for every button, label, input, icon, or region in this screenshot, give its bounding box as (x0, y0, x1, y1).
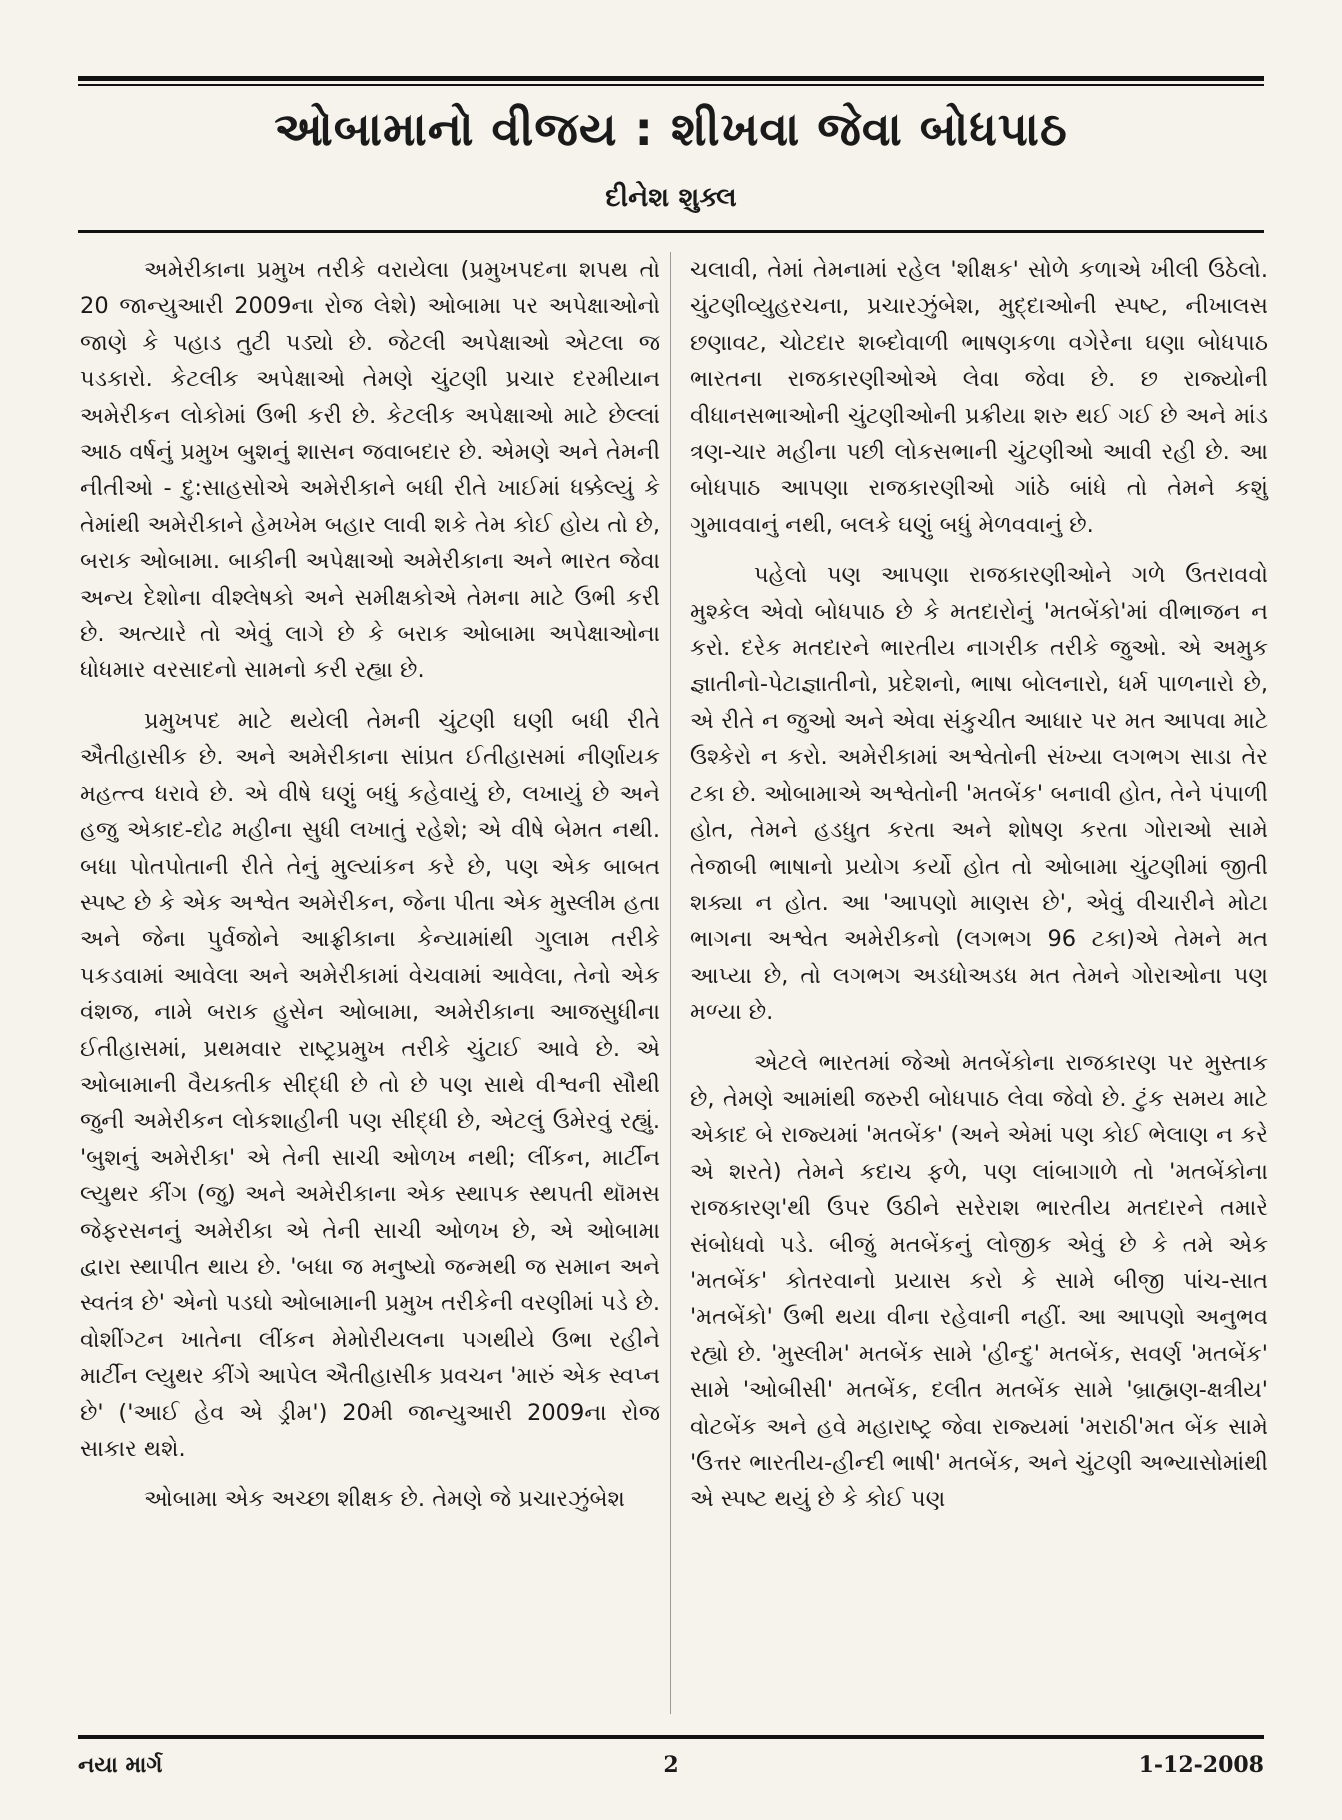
header-rule (78, 76, 1264, 86)
column-divider (670, 252, 671, 1714)
right-column (690, 252, 1268, 1518)
page-number: 2 (663, 1752, 679, 1778)
issue-date: 1-12-2008 (1138, 1752, 1264, 1778)
page-footer (78, 1752, 1264, 1786)
paragraph: ઓબામા એક અચ્છા શીક્ષક છે. તેમણે જે પ્રચારઝુંબેશ (144, 1486, 625, 1513)
footer-rule (78, 1735, 1264, 1739)
author-rule (78, 230, 1264, 233)
paragraph: અમેરીકાના પ્રમુખ તરીકે વરાયેલા (પ્રમુખપદના શપથ તો 20 જાન્યુઆરી 2009ના રોજ લેશે) ઓબામા પર અપેક્ષાઓનો જાણે કે પહાડ તુટી પડ્યો છે. જેટલી અપેક્ષાઓ એટલા જ પડકારો. કેટલીક અપેક્ષાઓ તેમણે ચુંટણી પ્રચાર દરમીયાન અમેરીકન લોકોમાં ઉભી કરી છે. કેટલીક અપેક્ષાઓ માટે છેલ્લાં આઠ વર્ષનું પ્રમુખ બુશનું શાસન જવાબદાર છે. એમણે અને તેમની નીતીઓ - દુ:સાહસોએ અમેરીકાને બધી રીતે ખાઈમાં ધક્કેલ્યું કે તેમાંથી અમેરીકાને હેમખેમ બહાર લાવી શકે તેમ કોઈ હોય તો છે, બરાક ઓબામા. બાકીની અપેક્ષાઓ અમેરીકાના અને ભારત જેવા અન્ય દેશોના વીશ્લેષકો અને સમીક્ષકોએ તેમના માટે ઉભી કરી છે. અત્યારે તો એવું લાગે છે કે બરાક ઓબામા અપેક્ષાઓના ધોધમાર વરસાદનો સામનો કરી રહ્યા છે. (80, 257, 660, 684)
paragraph: એટલે ભારતમાં જેઓ મતબેંકોના રાજકારણ પર મુસ્તાક છે, તેમણે આમાંથી જરુરી બોધપાઠ લેવા જેવો છે. ટુંક સમય માટે એકાદ બે રાજ્યમાં 'મતબેંક' (અને એમાં પણ કોઈ ભેલાણ ન કરે એ શરતે) તેમને કદાચ ફળે, પણ લાંબાગાળે તો 'મતબેંકોના રાજકારણ'થી ઉપર ઉઠીને સરેરાશ ભારતીય મતદારને તમારે સંબોધવો પડે. બીજું મતબેંકનું લોજીક એવું છે કે તમે એક 'મતબેંક' કોતરવાનો પ્રયાસ કરો કે સામે બીજી પાંચ-સાત 'મતબેંકો' ઉભી થયા વીના રહેવાની નહીં. આ આપણો અનુભવ રહ્યો છે. 'મુસ્લીમ' મતબેંક સામે 'હીન્દુ' મતબેંક, સવર્ણ 'મતબેંક' સામે 'ઓબીસી' મતબેંક, દલીત મતબેંક સામે 'બ્રાહ્મણ-ક્ષત્રીય' વોટબેંક અને હવે મહારાષ્ટ્ર જેવા રાજ્યમાં 'મરાઠી'મત બેંક સામે 'ઉત્તર ભારતીય-હીન્દી ભાષી' મતબેંક, અને ચુંટણી અભ્યાસોમાંથી એ સ્પષ્ટ થયું છે કે કોઈ પણ (690, 1049, 1268, 1513)
article-title: ઓબામાનો વીજય : શીખવા જેવા બોધપાઠ (274, 102, 1068, 156)
paragraph-continued: ચલાવી, તેમાં તેમનામાં રહેલ 'શીક્ષક' સોળે કળાએ ખીલી ઉઠેલો. ચુંટણીવ્યુહરચના, પ્રચારઝુંબેશ, મુદ્દાઓની સ્પષ્ટ, નીખાલસ છણાવટ, ચોટદાર શબ્દોવાળી ભાષણકળા વગેરેના ઘણા બોધપાઠ ભારતના રાજકારણીઓએ લેવા જેવા છે. છ રાજ્યોની વીધાનસભાઓની ચુંટણીઓની પ્રક્રીયા શરુ થઈ ગઈ છે અને માંડ ત્રણ-ચાર મહીના પછી લોકસભાની ચુંટણીઓ આવી રહી છે. આ બોધપાઠ આપણા રાજકારણીઓ ગાંઠે બાંધે તો તેમને કશું ગુમાવવાનું નથી, બલકે ઘણું બધું મેળવવાનું છે. (690, 257, 1268, 538)
article-author: દીનેશ શુક્લ (605, 182, 737, 213)
publication-name: નયા માર્ગ (78, 1752, 163, 1778)
paragraph: પહેલો પણ આપણા રાજકારણીઓને ગળે ઉતરાવવો મુશ્કેલ એવો બોધપાઠ છે કે મતદારોનું 'મતબેંકો'માં વીભાજન ન કરો. દરેક મતદારને ભારતીય નાગરીક તરીકે જુઓ. એ અમુક જ્ઞાતીનો-પેટાજ્ઞાતીનો, પ્રદેશનો, ભાષા બોલનારો, ધર્મ પાળનારો છે, એ રીતે ન જુઓ અને એવા સંકુચીત આધાર પર મત આપવા માટે ઉશ્કેરો ન કરો. અમેરીકામાં અશ્વેતોની સંખ્યા લગભગ સાડા તેર ટકા છે. ઓબામાએ અશ્વેતોની 'મતબેંક' બનાવી હોત, તેને પંપાળી હોત, તેમને હડધુત કરતા અને શોષણ કરતા ગોરાઓ સામે તેજાબી ભાષાનો પ્રયોગ કર્યો હોત તો ઓબામા ચુંટણીમાં જીતી શક્યા ન હોત. આ 'આપણો માણસ છે', એવું વીચારીને મોટા ભાગના અશ્વેત અમેરીકનો (લગભગ 96 ટકા)એ તેમને મત આપ્યા છે, તો લગભગ અડધોઅડધ મત તેમને ગોરાઓના પણ મળ્યા છે. (690, 562, 1268, 1026)
left-column (80, 252, 660, 1518)
paragraph: પ્રમુખપદ માટે થયેલી તેમની ચુંટણી ઘણી બધી રીતે ઐતીહાસીક છે. અને અમેરીકાના સાંપ્રત ઈતીહાસમાં નીર્ણાયક મહત્ત્વ ધરાવે છે. એ વીષે ઘણું બધું કહેવાયું છે, લખાયું છે અને હજુ એકાદ-દોઢ મહીના સુધી લખાતું રહેશે; એ વીષે બેમત નથી. બધા પોતપોતાની રીતે તેનું મુલ્યાંકન કરે છે, પણ એક બાબત સ્પષ્ટ છે કે એક અશ્વેત અમેરીકન, જેના પીતા એક મુસ્લીમ હતા અને જેના પુર્વજોને આફ્રીકાના કેન્યામાંથી ગુલામ તરીકે પકડવામાં આવેલા અને અમેરીકામાં વેચવામાં આવેલા, તેનો એક વંશજ, નામે બરાક હુસેન ઓબામા, અમેરીકાના આજસુધીના ઈતીહાસમાં, પ્રથમવાર રાષ્ટ્રપ્રમુખ તરીકે ચુંટાઈ આવે છે. એ ઓબામાની વૈયક્તીક સીદ્ધી છે તો છે પણ સાથે વીશ્વની સૌથી જુની અમેરીકન લોકશાહીની પણ સીદ્ધી છે, એટલું ઉમેરવું રહ્યું. 'બુશનું અમેરીકા' એ તેની સાચી ઓળખ નથી; લીંકન, માર્ટીન લ્યુથર કીંગ (જુ) અને અમેરીકાના એક સ્થાપક સ્થપતી થૉમસ જેફરસનનું અમેરીકા એ તેની સાચી ઓળખ છે, એ ઓબામા દ્વારા સ્થાપીત થાય છે. 'બધા જ મનુષ્યો જન્મથી જ સમાન અને સ્વતંત્ર છે' એનો પડઘો ઓબામાની પ્રમુખ તરીકેની વરણીમાં પડે છે. વોશીંગ્ટન ખાતેના લીંકન મેમોરીયલના પગથીયે ઉભા રહીને માર્ટીન લ્યુથર કીંગે આપેલ ઐતીહાસીક પ્રવચન 'મારું એક સ્વપ્ન છે' ('આઈ હેવ એ ડ્રીમ') 20મી જાન્યુઆરી 2009ના રોજ સાકાર થશે. (80, 707, 660, 1462)
